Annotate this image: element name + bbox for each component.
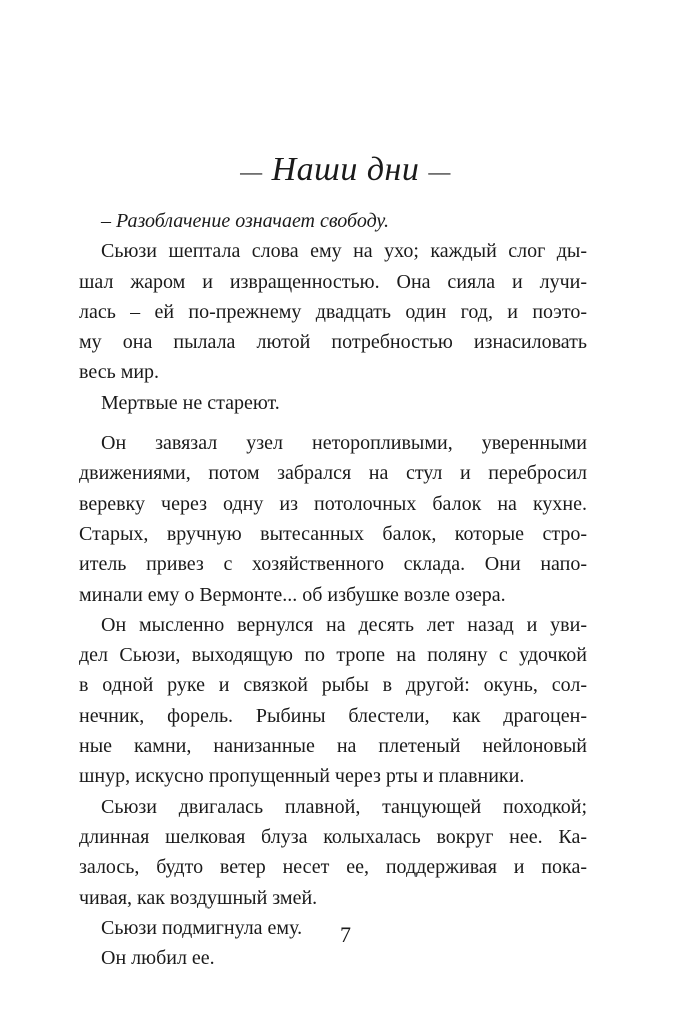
text-line: итель привез с хозяйственного склада. Они напо-: [79, 553, 587, 576]
text-line: длинная шелковая блуза колыхалась вокруг нее. Ка-: [79, 825, 587, 848]
text-line: Сьюзи подмигнула ему.: [101, 916, 303, 939]
body-text: [79, 206, 587, 973]
text-line: веревку через одну из потолочных балок на кухне.: [79, 492, 587, 515]
text-line: дел Сьюзи, выходящую по тропе на поляну с удочкой: [79, 644, 587, 667]
page-number: 7: [340, 922, 351, 947]
heading-dash-right: —: [428, 159, 451, 185]
chapter-heading: [0, 150, 691, 192]
text-line: лась – ей по-прежнему двадцать один год, и поэто-: [79, 300, 587, 323]
paragraph: [101, 206, 587, 236]
text-line: весь мир.: [79, 361, 160, 384]
text-line: Сьюзи двигалась плавной, танцующей походкой;: [101, 795, 587, 818]
text-line: – Разоблачение означает свободу.: [101, 210, 390, 232]
text-line: Сьюзи шептала слова ему на ухо; каждый слог ды-: [101, 240, 587, 263]
text-line: в одной руке и связкой рыбы в другой: окунь, сол-: [79, 674, 587, 697]
paragraph-gap: [101, 418, 587, 428]
heading-dash-left: —: [240, 159, 263, 185]
text-line: Мертвые не стареют.: [101, 391, 280, 414]
text-line: Он завязал узел неторопливыми, уверенными: [101, 432, 587, 455]
text-line: минали ему о Вермонте... об избушке возле озера.: [79, 583, 506, 606]
text-line: нечник, форель. Рыбины блестели, как драгоцен-: [79, 704, 587, 727]
chapter-title: Наши дни: [271, 151, 420, 188]
text-line: движениями, потом забрался на стул и перебросил: [79, 462, 587, 485]
paragraph: [79, 792, 587, 913]
text-line: Старых, вручную вытесанных балок, которые стро-: [79, 522, 587, 545]
text-line: Он мысленно вернулся на десять лет назад и уви-: [101, 613, 587, 636]
paragraph: [79, 428, 587, 610]
text-line: шнур, искусно пропущенный через рты и плавники.: [79, 765, 525, 788]
text-line: залось, будто ветер несет ее, поддерживая и пока-: [79, 856, 587, 879]
text-line: шал жаром и извращенностью. Она сияла и лучи-: [79, 270, 587, 293]
paragraph: [101, 388, 587, 418]
paragraph: [79, 236, 587, 387]
text-line: Он любил ее.: [101, 947, 215, 970]
paragraph: [79, 610, 587, 792]
text-line: му она пылала лютой потребностью изнасиловать: [79, 331, 587, 354]
text-line: ные камни, нанизанные на плетеный нейлоновый: [79, 735, 587, 758]
text-line: чивая, как воздушный змей.: [79, 886, 318, 909]
